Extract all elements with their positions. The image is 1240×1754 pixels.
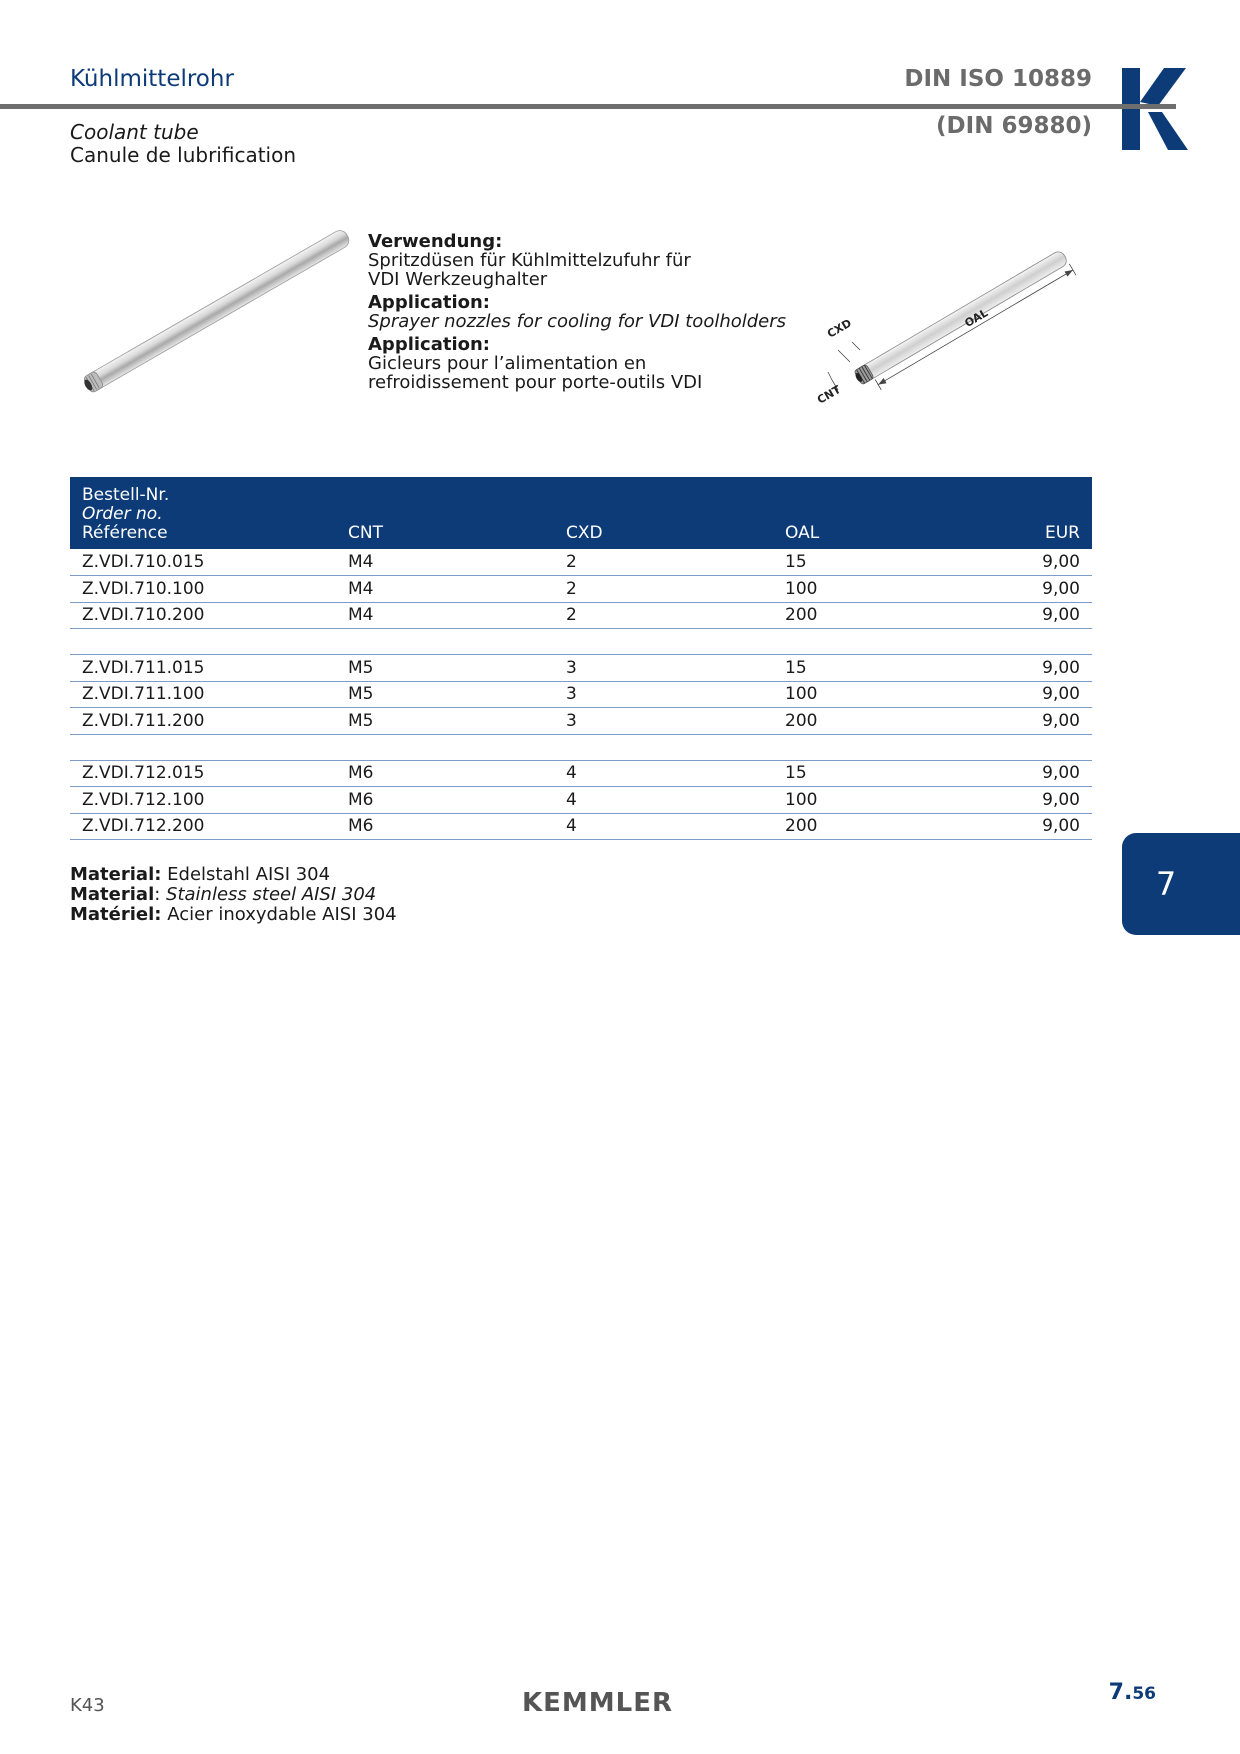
drawing-label-cxd: CXD <box>825 316 854 341</box>
cell-cxd: 4 <box>554 787 773 814</box>
chapter-tab[interactable]: 7 <box>1122 833 1240 935</box>
cell-cxd: 2 <box>554 602 773 629</box>
table-header-row <box>70 477 1092 549</box>
cell-cxd: 4 <box>554 760 773 787</box>
header-ref-fr: Référence <box>82 523 168 543</box>
table-row <box>70 549 1092 576</box>
cell-eur: 9,00 <box>992 787 1092 814</box>
table-row <box>70 655 1092 682</box>
usage-heading-de: Verwendung: <box>368 231 503 252</box>
material-fr-label: Matériel: <box>70 904 162 925</box>
cell-oal: 100 <box>773 681 992 708</box>
material-en: Material: Stainless steel AISI 304 <box>70 884 377 905</box>
cell-eur: 9,00 <box>992 760 1092 787</box>
header-cnt: CNT <box>348 523 383 543</box>
page-number-sub: 56 <box>1132 1684 1156 1704</box>
table-row <box>70 760 1092 787</box>
cell-ref: Z.VDI.710.200 <box>70 602 336 629</box>
table-row <box>70 813 1092 840</box>
cell-ref: Z.VDI.711.015 <box>70 655 336 682</box>
cell-oal: 15 <box>773 655 992 682</box>
product-table <box>70 477 1092 840</box>
header-oal: OAL <box>785 523 820 543</box>
cell-ref: Z.VDI.712.200 <box>70 813 336 840</box>
standard-alt-label: (DIN 69880) <box>936 113 1092 139</box>
drawing-label-oal: OAL <box>962 306 991 331</box>
cell-cxd: 3 <box>554 708 773 735</box>
usage-text-fr-2: refroidissement pour porte-outils VDI <box>368 372 703 393</box>
material-fr <box>70 905 397 925</box>
cell-ref: Z.VDI.710.015 <box>70 549 336 576</box>
page-number <box>1109 1680 1156 1705</box>
cell-eur: 9,00 <box>992 681 1092 708</box>
material-de <box>70 865 397 885</box>
usage-heading-fr: Application: <box>368 334 491 355</box>
page-title-fr: Canule de lubrification <box>70 143 297 167</box>
cell-cnt: M6 <box>336 760 554 787</box>
cell-oal: 200 <box>773 708 992 735</box>
standard-label: DIN ISO 10889 <box>904 66 1092 92</box>
material-en-value: Stainless steel AISI 304 <box>166 884 377 905</box>
usage-text-de-1: Spritzdüsen für Kühlmittelzufuhr für <box>368 250 691 271</box>
material-fr-value: Acier inoxydable AISI 304 <box>167 904 397 925</box>
footer-brand: KEMMLER <box>522 1688 674 1718</box>
footer-code: K43 <box>70 1695 105 1716</box>
cell-oal: 15 <box>773 549 992 576</box>
cell-cnt: M6 <box>336 787 554 814</box>
kemmler-k-logo <box>1118 68 1188 150</box>
page-number-main: 7. <box>1108 1680 1133 1705</box>
page-title-en: Coolant tube <box>70 120 199 144</box>
cell-oal: 200 <box>773 602 992 629</box>
header-reference <box>70 477 336 549</box>
cell-cnt: M4 <box>336 602 554 629</box>
table-row <box>70 708 1092 735</box>
cell-cnt: M4 <box>336 549 554 576</box>
usage-description <box>368 232 788 392</box>
cell-oal: 100 <box>773 787 992 814</box>
cell-ref: Z.VDI.711.100 <box>70 681 336 708</box>
usage-text-de-2: VDI Werkzeughalter <box>368 269 548 290</box>
technical-drawing <box>800 222 1100 458</box>
table-row <box>70 787 1092 814</box>
cell-cxd: 3 <box>554 681 773 708</box>
cell-cxd: 2 <box>554 576 773 603</box>
cell-cnt: M5 <box>336 655 554 682</box>
cell-ref: Z.VDI.711.200 <box>70 708 336 735</box>
material-en-label: Material <box>70 884 155 905</box>
cell-ref: Z.VDI.712.100 <box>70 787 336 814</box>
material-info <box>70 865 397 925</box>
header-ref-de: Bestell-Nr. <box>82 485 170 505</box>
cell-cnt: M5 <box>336 708 554 735</box>
cell-cxd: 3 <box>554 655 773 682</box>
usage-text-fr-1: Gicleurs pour l’alimentation en <box>368 353 647 374</box>
cell-oal: 200 <box>773 813 992 840</box>
usage-heading-en: Application: <box>368 292 491 313</box>
table-spacer-row <box>70 734 1092 760</box>
cell-cnt: M4 <box>336 576 554 603</box>
cell-eur: 9,00 <box>992 655 1092 682</box>
cell-cxd: 2 <box>554 549 773 576</box>
cell-cnt: M6 <box>336 813 554 840</box>
cell-oal: 15 <box>773 760 992 787</box>
cell-eur: 9,00 <box>992 708 1092 735</box>
cell-eur: 9,00 <box>992 813 1092 840</box>
cell-eur: 9,00 <box>992 576 1092 603</box>
material-de-label: Material: <box>70 864 162 885</box>
material-de-value: Edelstahl AISI 304 <box>167 864 331 885</box>
product-photo <box>68 228 358 398</box>
cell-cnt: M5 <box>336 681 554 708</box>
cell-ref: Z.VDI.710.100 <box>70 576 336 603</box>
table-row <box>70 576 1092 603</box>
cell-cxd: 4 <box>554 813 773 840</box>
cell-oal: 100 <box>773 576 992 603</box>
drawing-label-cnt: CNT <box>815 382 843 407</box>
cell-eur: 9,00 <box>992 549 1092 576</box>
header-rule <box>0 104 1122 109</box>
table-spacer-row <box>70 629 1092 655</box>
header-eur: EUR <box>1045 523 1080 543</box>
header-ref-en: Order no. <box>82 504 163 524</box>
page-title-de: Kühlmittelrohr <box>70 66 234 92</box>
cell-eur: 9,00 <box>992 602 1092 629</box>
table-row <box>70 602 1092 629</box>
header-cxd: CXD <box>566 523 603 543</box>
table-row <box>70 681 1092 708</box>
usage-text-en: Sprayer nozzles for cooling for VDI toolholders <box>368 311 787 332</box>
table-body <box>70 549 1092 840</box>
cell-ref: Z.VDI.712.015 <box>70 760 336 787</box>
